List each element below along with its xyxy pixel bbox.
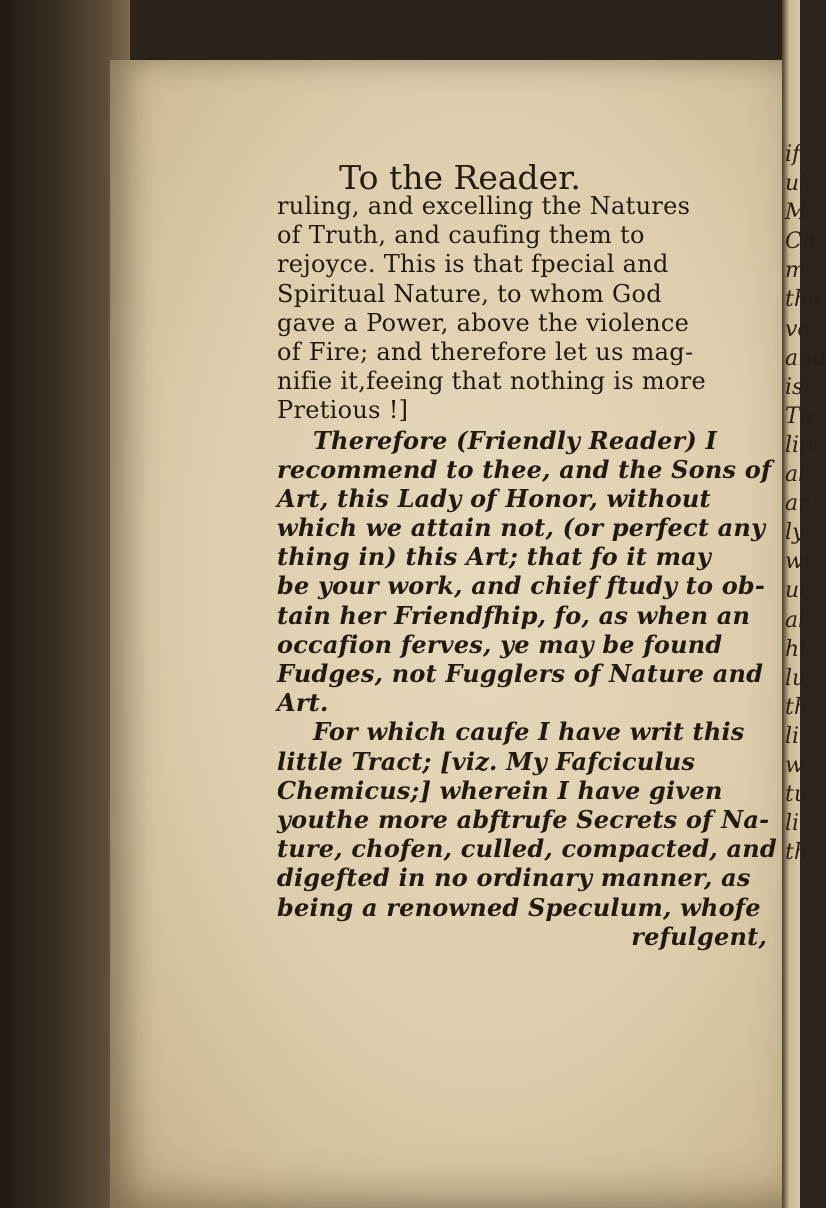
text-line: which we attain not, (or perfect any [277,513,766,543]
facing-page-fragment: M [785,200,808,226]
facing-page-fragment: al [785,607,806,633]
text-line: Therefore (Friendly Reader) I [313,425,717,455]
facing-page-fragment: wi [785,549,811,575]
text-line: occafion ferves, ye may be found [277,629,723,659]
facing-page-fragment: tu [785,782,809,808]
facing-page-fragment: if [785,142,801,167]
facing-page-fragment: an [785,491,813,517]
text-line: recommend to thee, and the Sons of [277,454,772,484]
text-line: thing in) this Art; that fo it may [277,542,712,572]
facing-page-fragment: Ch [785,229,817,255]
text-line: be your work, and chief ftudy to ob- [277,571,766,601]
running-head: To the Reader. [339,158,581,197]
facing-page-fragment: li [785,811,800,837]
text-line: ruling, and excelling the Natures [277,192,691,220]
text-line: nifie it,feeing that nothing is more [277,367,707,396]
facing-page-fragment: ul [785,578,807,604]
facing-page-fragment: li [785,723,800,749]
facing-page-fragment: th [785,694,809,720]
text-line: gave a Power, above the violence [277,308,690,337]
text-line: refulgent, [631,921,767,951]
text-line: of Truth, and caufing them to [277,221,645,250]
text-line: Spiritual Nature, to whom God [277,279,662,308]
text-line: digefted in no ordinary manner, as [277,863,751,893]
facing-page-fragment: lip [785,432,814,458]
facing-page-fragment: the [785,287,822,313]
text-line: little Tract; [viz. My Fafciculus [277,746,696,776]
facing-page-fragment: Th [785,403,814,429]
facing-page-fragment: ist [785,374,813,400]
text-line: Pretious !] [277,396,409,425]
text-line: Chemicus;] wherein I have given [277,775,723,805]
facing-page-fragment: w [785,752,804,778]
text-line: For which caufe I have writ this [313,717,745,747]
facing-page-fragment: lu [785,665,807,691]
facing-page-fragment: and [785,345,826,371]
text-line: ture, chofen, culled, compacted, and [277,834,777,864]
text-line: Fudges, not Fugglers of Nature and [277,659,764,688]
body-text [277,192,777,951]
facing-page-fragment: ly [785,520,805,546]
facing-page-fragment: m [785,258,806,284]
text-line: being a renowned Speculum, whofe [277,892,761,922]
text-line: tain her Friendfhip, fo, as when an [277,600,751,630]
text-line: of Fire; and therefore let us mag- [277,337,694,366]
facing-page-fragment: ve [785,316,811,342]
facing-page-fragment: th [785,840,809,866]
text-line: youthe more abftrufe Secrets of Na- [277,804,770,834]
facing-page-fragment: uk [785,171,813,197]
facing-page-text [785,140,826,867]
text-line: rejoyce. This is that fpecial and [277,250,669,279]
text-line: Art, this Lady of Honor, without [277,483,711,513]
facing-page-fragment: al [785,462,806,488]
text-line: Art. [277,688,329,718]
facing-page-fragment: hi [785,636,807,662]
